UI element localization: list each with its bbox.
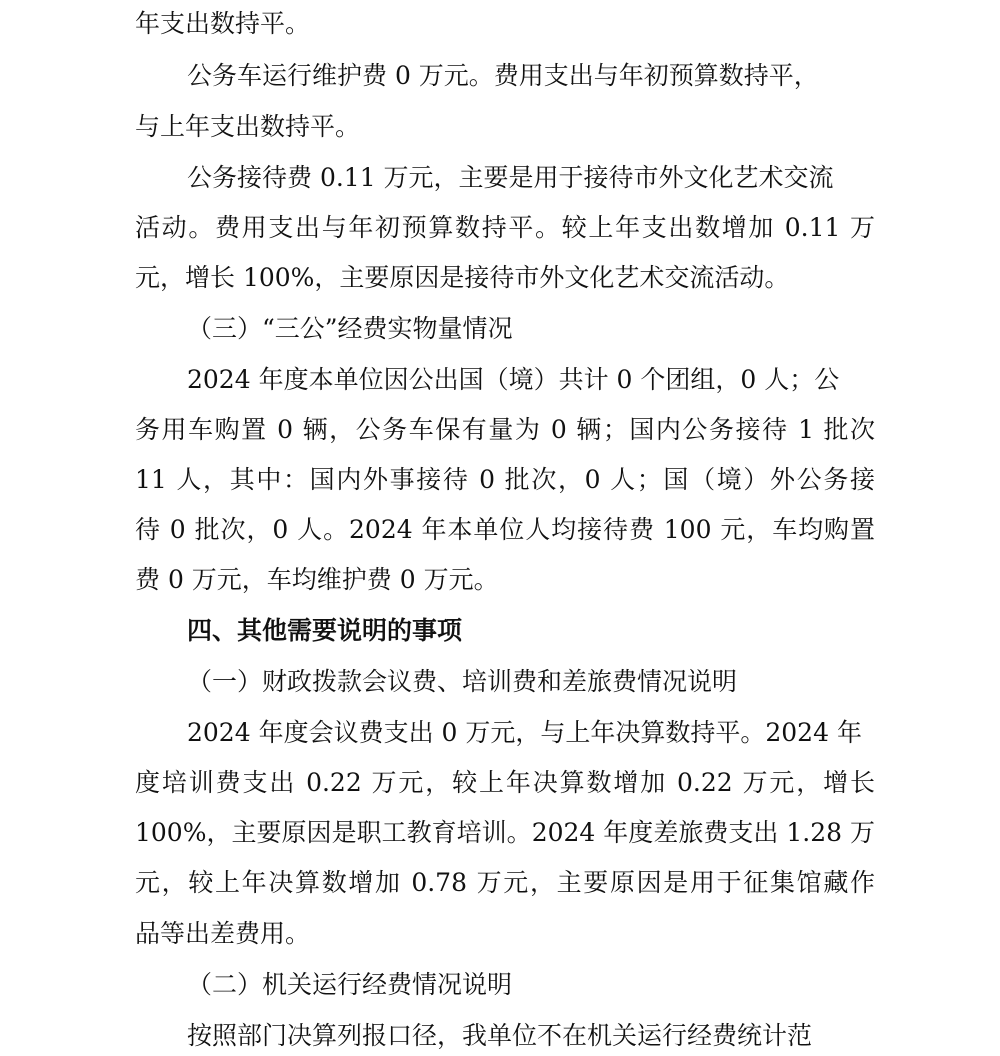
text-line-11: 待 0 批次，0 人。2024 年本单位人均接待费 100 元，车均购置 [135, 515, 875, 544]
text-line-2: 公务车运行维护费 0 万元。费用支出与年初预算数持平， [187, 61, 819, 90]
text-line-19: 品等出差费用。 [135, 919, 311, 948]
section-heading-four: 四、其他需要说明的事项 [187, 616, 463, 645]
text-line-1: 年支出数持平。 [135, 9, 311, 38]
text-line-15: 2024 年度会议费支出 0 万元，与上年决算数持平。2024 年 [187, 718, 862, 747]
text-line-10: 11 人，其中：国内外事接待 0 批次，0 人；国（境）外公务接 [135, 465, 875, 494]
text-line-17: 100%，主要原因是职工教育培训。2024 年度差旅费支出 1.28 万 [135, 818, 875, 847]
text-line-8: 2024 年度本单位因公出国（境）共计 0 个团组，0 人；公 [187, 365, 840, 394]
text-line-16: 度培训费支出 0.22 万元，较上年决算数增加 0.22 万元，增长 [135, 768, 875, 797]
subsection-heading-one: （一）财政拨款会议费、培训费和差旅费情况说明 [187, 667, 738, 696]
text-line-4: 公务接待费 0.11 万元，主要是用于接待市外文化艺术交流 [187, 163, 834, 192]
text-line-3: 与上年支出数持平。 [135, 112, 361, 141]
text-line-21: 按照部门决算列报口径，我单位不在机关运行经费统计范 [187, 1021, 813, 1050]
subsection-heading-two: （二）机关运行经费情况说明 [187, 970, 513, 999]
section-heading-three: （三）“三公”经费实物量情况 [187, 314, 513, 343]
text-line-18: 元，较上年决算数增加 0.78 万元，主要原因是用于征集馆藏作 [135, 868, 875, 897]
text-line-12: 费 0 万元，车均维护费 0 万元。 [135, 565, 499, 594]
text-line-6: 元，增长 100%，主要原因是接待市外文化艺术交流活动。 [135, 263, 790, 292]
text-line-5: 活动。费用支出与年初预算数持平。较上年支出数增加 0.11 万 [135, 213, 875, 242]
text-line-9: 务用车购置 0 辆，公务车保有量为 0 辆；国内公务接待 1 批次 [135, 415, 875, 444]
